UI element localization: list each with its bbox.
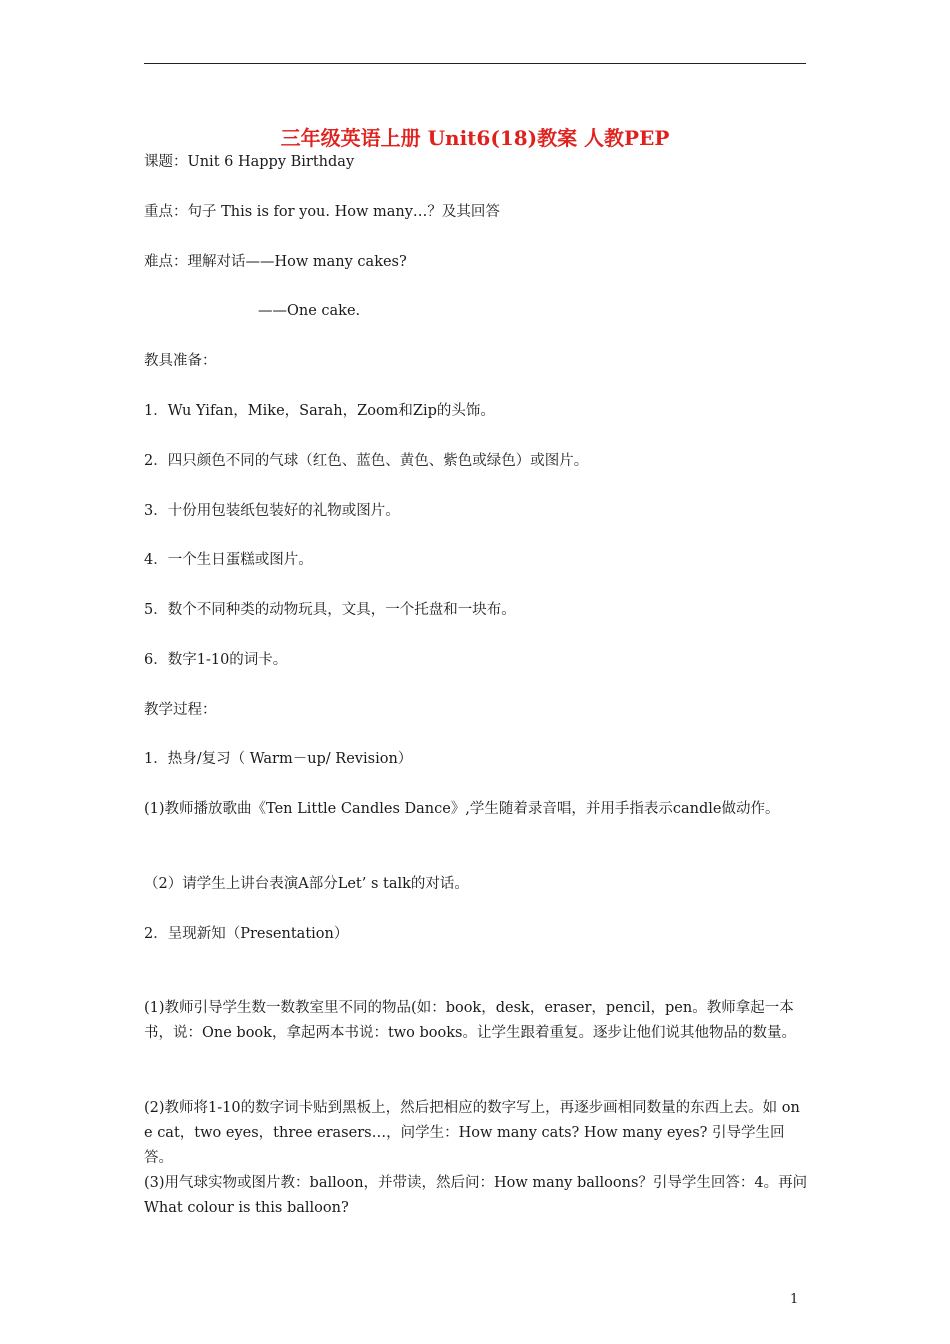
list-item: 3．十份用包装纸包装好的礼物或图片。	[144, 503, 400, 519]
list-item: 5．数个不同种类的动物玩具，文具，一个托盘和一块布。	[144, 602, 516, 618]
paragraph-process-heading: 教学过程：	[144, 702, 217, 718]
page-number: 1	[790, 1292, 799, 1307]
list-item: 2．四只颜色不同的气球（红色、蓝色、黄色、紫色或绿色）或图片。	[144, 453, 589, 469]
paragraph-materials-heading: 教具准备：	[144, 353, 217, 369]
paragraph-difficulties: 难点：理解对话——How many cakes?	[144, 254, 407, 270]
list-item: 4．一个生日蛋糕或图片。	[144, 552, 313, 568]
section-heading-warmup: 1．热身/复习（ Warm－up/ Revision）	[144, 751, 413, 767]
paragraph-presentation-2: (2)教师将1-10的数字词卡贴到黑板上，然后把相应的数字写上，再逐步画相同数量的东西上去。如 one cat，two eyes，three erasers…，问学生：How many cats? How many eyes? 引导学生回答。	[144, 1100, 800, 1166]
paragraph-key-points: 重点：句子 This is for you. How many…？及其回答	[144, 204, 500, 220]
document-title: 三年级英语上册 Unit6(18)教案 人教PEP	[280, 126, 670, 150]
paragraph-warmup-1: (1)教师播放歌曲《Ten Little Candles Dance》,学生随着录音唱，并用手指表示candle做动作。	[144, 801, 780, 817]
paragraph-presentation-3: (3)用气球实物或图片教：balloon，并带读，然后问：How many balloons？引导学生回答：4。再问What colour is this balloon?	[144, 1175, 808, 1216]
header-rule	[144, 63, 806, 64]
list-item: 6．数字1-10的词卡。	[144, 652, 288, 668]
paragraph-topic: 课题：Unit 6 Happy Birthday	[144, 154, 355, 170]
paragraph-presentation-1: (1)教师引导学生数一数教室里不同的物品(如：book，desk，eraser，pencil，pen。教师拿起一本书，说：One book，拿起两本书说：two books。让学生跟着重复。逐步让他们说其他物品的数量。	[144, 1000, 796, 1041]
section-heading-presentation: 2．呈现新知（Presentation）	[144, 926, 349, 942]
paragraph-warmup-2: （2）请学生上讲台表演A部分Let’ s talk的对话。	[144, 876, 469, 892]
paragraph-difficulties-answer: ——One cake.	[258, 303, 361, 319]
list-item: 1．Wu Yifan，Mike，Sarah，Zoom和Zip的头饰。	[144, 403, 495, 419]
